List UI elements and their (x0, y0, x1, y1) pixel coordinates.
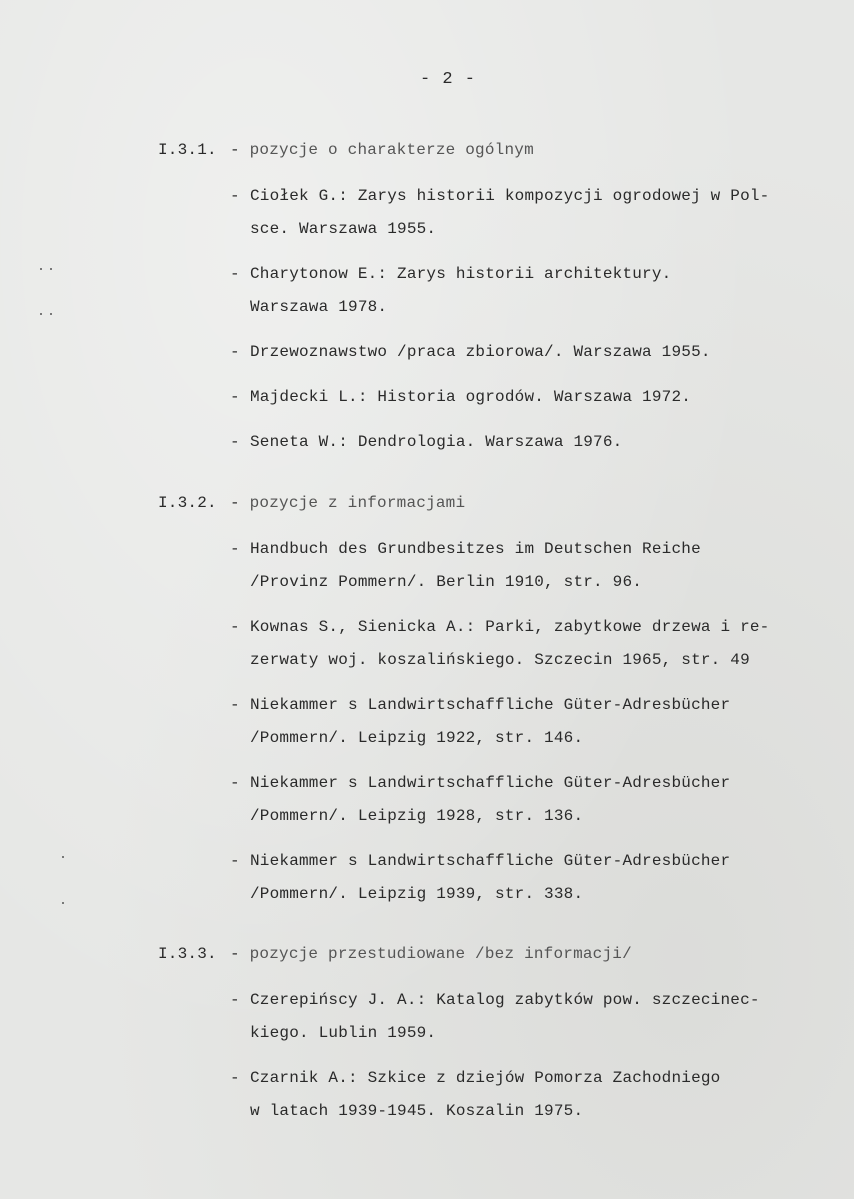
section-i-3-1 (158, 140, 798, 471)
bibliography-entry (158, 426, 798, 459)
margin-speck (40, 313, 42, 315)
entry-text: Czerepińscy J. A.: Katalog zabytków pow. szczecinec- kiego. Lublin 1959. (250, 991, 760, 1042)
bibliography-entry (158, 767, 798, 833)
page-number: - 2 - (420, 70, 477, 89)
section-i-3-2 (158, 493, 798, 923)
entry-list (158, 533, 798, 911)
entry-text: Drzewoznawstwo /praca zbiorowa/. Warszawa 1955. (250, 343, 711, 361)
entry-dash: - (230, 540, 240, 558)
section-title: pozycje o charakterze ogólnym (249, 141, 534, 159)
entry-text: Niekammer s Landwirtschaffliche Güter-Adresbücher /Pommern/. Leipzig 1939, str. 338. (250, 852, 731, 903)
margin-speck (50, 313, 52, 315)
section-dash: - (230, 945, 240, 963)
section-heading (158, 140, 798, 160)
entry-dash: - (230, 1069, 240, 1087)
bibliography-entry (158, 611, 798, 677)
entry-dash: - (230, 991, 240, 1009)
bibliography-entry (158, 381, 798, 414)
entry-text: Handbuch des Grundbesitzes im Deutschen Reiche /Provinz Pommern/. Berlin 1910, str. 96. (250, 540, 701, 591)
section-dash: - (230, 494, 240, 512)
entry-dash: - (230, 388, 240, 406)
entry-text: Seneta W.: Dendrologia. Warszawa 1976. (250, 433, 623, 451)
entry-text: Charytonow E.: Zarys historii architektury. Warszawa 1978. (250, 265, 672, 316)
entry-text: Niekammer s Landwirtschaffliche Güter-Adresbücher /Pommern/. Leipzig 1922, str. 146. (250, 696, 731, 747)
entry-text: Niekammer s Landwirtschaffliche Güter-Adresbücher /Pommern/. Leipzig 1928, str. 136. (250, 774, 731, 825)
entry-text: Czarnik A.: Szkice z dziejów Pomorza Zachodniego w latach 1939-1945. Koszalin 1975. (250, 1069, 721, 1120)
bibliography-entry (158, 845, 798, 911)
margin-speck (62, 902, 64, 904)
entry-dash: - (230, 265, 240, 283)
section-title: pozycje z informacjami (249, 494, 466, 512)
section-dash: - (230, 141, 240, 159)
margin-speck (40, 268, 42, 270)
entry-text: Ciołek G.: Zarys historii kompozycji ogrodowej w Pol- sce. Warszawa 1955. (250, 187, 770, 238)
margin-speck (62, 856, 64, 858)
entry-dash: - (230, 852, 240, 870)
bibliography-entry (158, 336, 798, 369)
section-code: I.3.3. (158, 945, 217, 963)
section-code: I.3.2. (158, 494, 217, 512)
entry-list (158, 180, 798, 459)
margin-speck (50, 268, 52, 270)
entry-dash: - (230, 696, 240, 714)
entry-text: Majdecki L.: Historia ogrodów. Warszawa 1972. (250, 388, 692, 406)
entry-list (158, 984, 798, 1128)
entry-dash: - (230, 187, 240, 205)
bibliography-entry (158, 1062, 798, 1128)
section-i-3-3 (158, 944, 798, 1140)
bibliography-entry (158, 533, 798, 599)
entry-dash: - (230, 618, 240, 636)
entry-dash: - (230, 433, 240, 451)
section-heading (158, 944, 798, 964)
bibliography-entry (158, 984, 798, 1050)
bibliography-entry (158, 689, 798, 755)
entry-dash: - (230, 343, 240, 361)
section-heading (158, 493, 798, 513)
section-code: I.3.1. (158, 141, 217, 159)
entry-dash: - (230, 774, 240, 792)
bibliography-entry (158, 258, 798, 324)
section-title: pozycje przestudiowane /bez informacji/ (249, 945, 632, 963)
entry-text: Kownas S., Sienicka A.: Parki, zabytkowe drzewa i re- zerwaty woj. koszalińskiego. Szczecin 1965, str. 49 (250, 618, 770, 669)
bibliography-entry (158, 180, 798, 246)
